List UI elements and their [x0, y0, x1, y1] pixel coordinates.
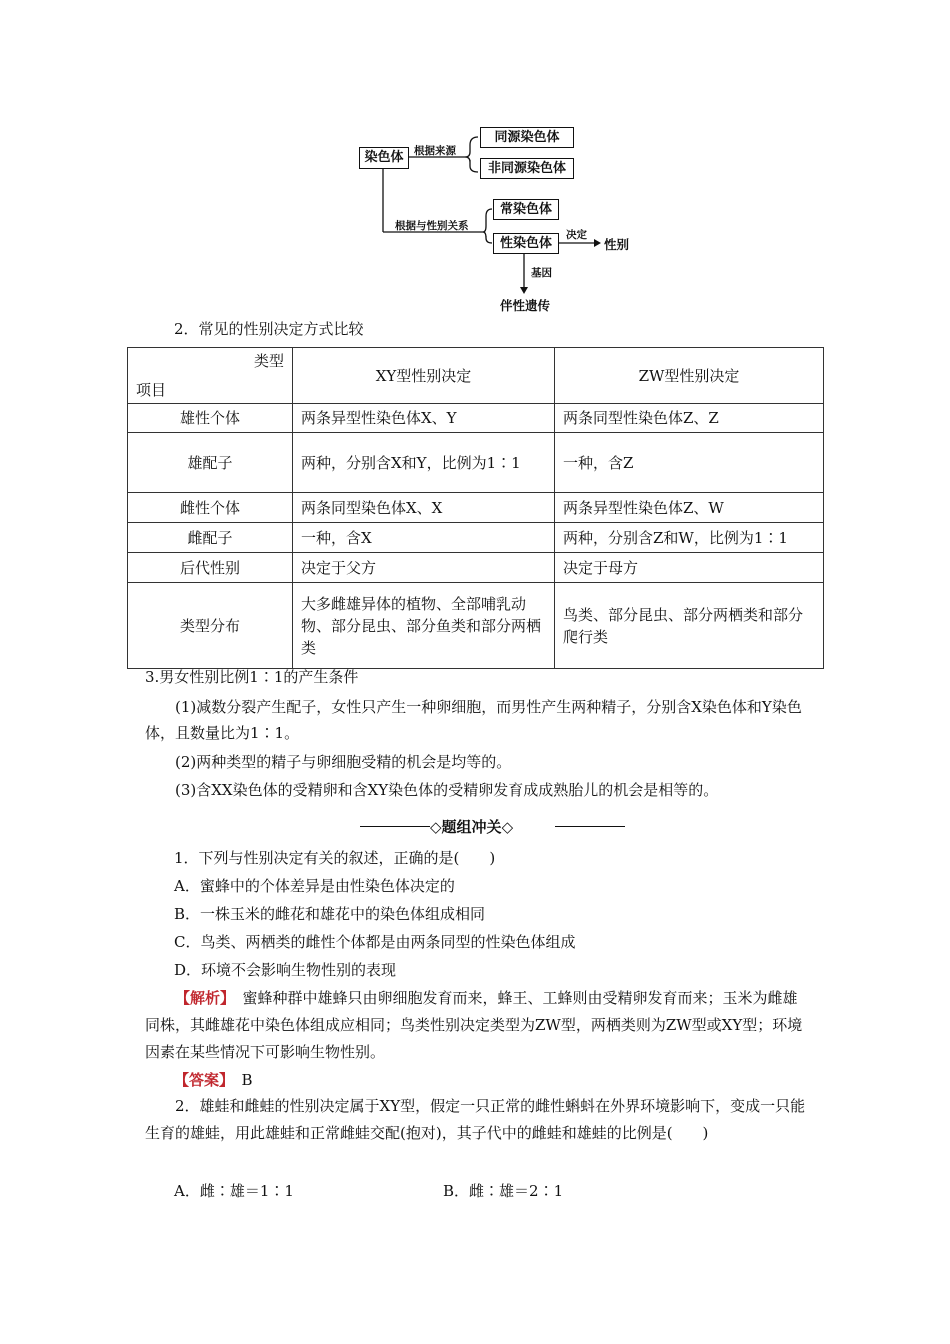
- diagram-connectors: [0, 0, 950, 320]
- table-row: [128, 493, 824, 523]
- q2-option-b: B．雌∶雄＝2∶1: [443, 1182, 564, 1200]
- section3-title: 3.男女性别比例1∶1的产生条件: [145, 668, 359, 686]
- row-item: 雄性个体: [128, 404, 293, 433]
- row-item: 雌性个体: [128, 493, 293, 523]
- table-header-row: [128, 348, 824, 404]
- diagram-sex-label: 性别: [604, 237, 630, 252]
- q1-option-d: D．环境不会影响生物性别的表现: [174, 961, 397, 979]
- header-xy: XY型性别决定: [293, 348, 555, 404]
- q1-option-c: C．鸟类、两栖类的雌性个体都是由两条同型的性染色体组成: [174, 933, 576, 951]
- diagram-heredity-label: 伴性遗传: [500, 298, 551, 313]
- row-zw: 两种，分别含Z和W，比例为1∶1: [555, 523, 824, 553]
- table-row: [128, 523, 824, 553]
- q1-answer: B: [241, 1071, 253, 1089]
- row-xy: 一种，含X: [293, 523, 555, 553]
- row-item: 雌配子: [128, 523, 293, 553]
- diagram-item-homologous: 同源染色体: [480, 127, 574, 148]
- row-zw: 决定于母方: [555, 553, 824, 583]
- row-zw: 两条异型性染色体Z、W: [555, 493, 824, 523]
- analysis-tag: 【解析】: [175, 989, 228, 1007]
- divider-title: 题组冲关: [441, 818, 502, 836]
- row-item: 类型分布: [128, 583, 293, 669]
- q1-analysis: 蜜蜂种群中雄蜂只由卵细胞发育而来，蜂王、工蜂则由受精卵发育而来；玉米为雌雄同株，其雌雄花中染色体组成应相同；鸟类性别决定类型为ZW型，两栖类则为ZW型或XY型；环境因素在某些情况下可影响生物性别。: [145, 989, 803, 1061]
- condition-2: (2)两种类型的精子与卵细胞受精的机会是均等的。: [175, 753, 512, 771]
- corner-type-label: 类型: [253, 352, 284, 370]
- header-zw: ZW型性别决定: [555, 348, 824, 404]
- table-row: [128, 433, 824, 493]
- q2-stem: 2．雄蛙和雌蛙的性别决定属于XY型，假定一只正常的雌性蝌蚪在外界环境影响下，变成一只能生育的雄蛙，用此雄蛙和正常雌蛙交配(抱对)，其子代中的雌蛙和雄蛙的比例是( ): [145, 1097, 806, 1142]
- row-zw: 两条同型性染色体Z、Z: [555, 404, 824, 433]
- answer-tag: 【答案】: [174, 1071, 227, 1089]
- divider-line-right: [555, 826, 625, 827]
- diagram-gene-label: 基因: [531, 267, 552, 279]
- row-xy: 两条同型染色体X、X: [293, 493, 555, 523]
- diagram-branch1-label: 根据来源: [414, 145, 456, 157]
- corner-item-label: 项目: [136, 381, 167, 399]
- table-row: [128, 404, 824, 433]
- row-zw: 鸟类、部分昆虫、部分两栖类和部分爬行类: [555, 583, 824, 669]
- table-row: [128, 553, 824, 583]
- table-corner-cell: [128, 348, 293, 404]
- divider-line-left: [360, 826, 430, 827]
- arrow-down-icon: [520, 287, 528, 294]
- diagram-decide-label: 决定: [566, 229, 587, 241]
- comparison-table: [127, 347, 824, 669]
- row-xy: 大多雌雄异体的植物、全部哺乳动物、部分昆虫、部分鱼类和部分两栖类: [293, 583, 555, 669]
- diagram-item-autosome: 常染色体: [493, 199, 559, 220]
- diagram-item-nonhomologous: 非同源染色体: [480, 158, 574, 179]
- row-item: 雄配子: [128, 433, 293, 493]
- divider-heading: [430, 816, 513, 837]
- diagram-branch2-label: 根据与性别关系: [395, 220, 469, 232]
- q1-analysis-block: [145, 985, 807, 1066]
- q1-option-b: B．一株玉米的雌花和雄花中的染色体组成相同: [174, 905, 486, 923]
- q1-stem: 1．下列与性别决定有关的叙述，正确的是( ): [174, 849, 496, 867]
- section2-title: 2．常见的性别决定方式比较: [174, 320, 364, 338]
- q1-option-a: A．蜜蜂中的个体差异是由性染色体决定的: [174, 877, 455, 895]
- diagram-item-sex-chromosome: 性染色体: [493, 233, 559, 254]
- row-item: 后代性别: [128, 553, 293, 583]
- condition-3: (3)含XX染色体的受精卵和含XY染色体的受精卵发育成成熟胎儿的机会是相等的。: [175, 781, 719, 799]
- condition-1: (1)减数分裂产生配子，女性只产生一种卵细胞，而男性产生两种精子，分别含X染色体和Y染色体，且数量比为1∶1。: [145, 698, 802, 742]
- q2-option-a: A．雌∶雄＝1∶1: [174, 1182, 294, 1200]
- diamond-icon: ◇: [430, 818, 442, 836]
- diagram-root: 染色体: [359, 147, 409, 169]
- row-xy: 决定于父方: [293, 553, 555, 583]
- arrow-right-icon: [594, 239, 601, 247]
- table-row: [128, 583, 824, 669]
- row-zw: 一种，含Z: [555, 433, 824, 493]
- q1-answer-line: [174, 1070, 253, 1090]
- diamond-icon: ◇: [501, 818, 514, 836]
- row-xy: 两种，分别含X和Y，比例为1∶1: [293, 433, 555, 493]
- row-xy: 两条异型性染色体X、Y: [293, 404, 555, 433]
